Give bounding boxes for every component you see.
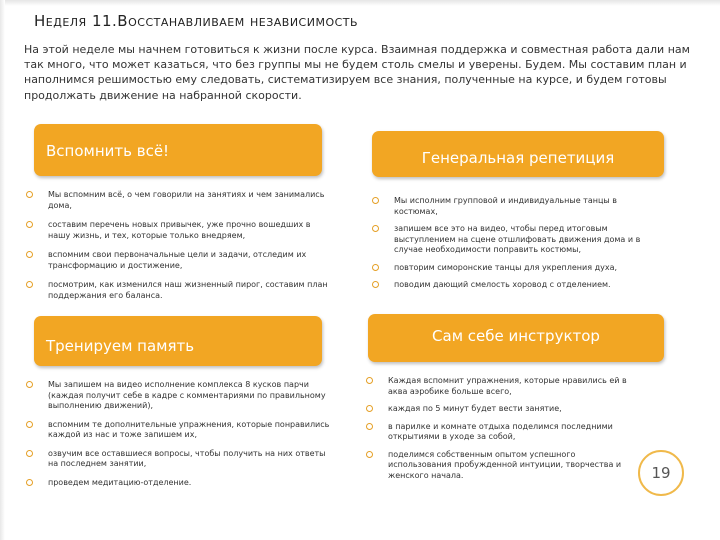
list-item: Каждая вспомнит упражнения, которые нравились ей в аква аэробике больше всего, — [366, 376, 636, 397]
list-item: составим перечень новых привычек, уже прочно вошедших в нашу жизнь, и тех, которые только внедряем, — [26, 220, 331, 241]
instructor-heading: Сам себе инструктор — [432, 327, 600, 345]
list-item: вспомним те дополнительные упражнения, которые понравились каждой из нас и тоже запишем их, — [26, 420, 331, 441]
rehearsal-heading: Генеральная репетиция — [421, 149, 615, 167]
rehearsal-list — [372, 196, 652, 291]
bullet-icon — [26, 421, 33, 428]
bullet-icon — [372, 264, 379, 271]
bullet-icon — [26, 281, 33, 288]
bullet-icon — [26, 381, 33, 388]
page-title: Неделя 11.Восстанавливаем независимость — [34, 12, 359, 30]
list-item: каждая по 5 минут будет вести занятие, — [366, 404, 636, 415]
memory-list — [26, 380, 331, 488]
bullet-icon — [366, 451, 373, 458]
bullet-icon — [26, 450, 33, 457]
bullet-icon — [26, 221, 33, 228]
instructor-list — [366, 376, 636, 481]
bullet-icon — [372, 225, 379, 232]
list-item: поделимся собственным опытом успешного использования пробужденной интуиции, творчества и женского начала. — [366, 450, 636, 482]
instructor-banner — [368, 314, 664, 362]
recall-list — [26, 190, 331, 301]
list-item: повторим симоронские танцы для укрепления духа, — [372, 263, 652, 274]
bullet-icon — [26, 479, 33, 486]
bullet-icon — [372, 281, 379, 288]
memory-banner — [34, 316, 322, 366]
slide-frame-top — [0, 0, 720, 6]
bullet-icon — [366, 377, 373, 384]
list-item: Мы запишем на видео исполнение комплекса 8 кусков парчи (каждая получит себе в кадре с комментариями по правильному выполнению движений), — [26, 380, 331, 412]
slide-frame-left — [0, 0, 5, 540]
intro-paragraph: На этой неделе мы начнем готовиться к жизни после курса. Взаимная поддержка и совместная работа дали нам так много, что может казаться, что без группы мы не будем столь смелы и уверены. Будем. Мы составим план и наполнимся решимостью ему следовать, систематизируем все знания, полученные на курсе, и будем готовы продолжать движение на набранной скорости. — [24, 43, 690, 102]
list-item: вспомним свои первоначальные цели и задачи, отследим их трансформацию и достижение, — [26, 250, 331, 271]
memory-heading: Тренируем память — [46, 337, 195, 355]
bullet-icon — [366, 423, 373, 430]
list-item: в парилке и комнате отдыха поделимся последними открытиями в уходе за собой, — [366, 422, 636, 443]
recall-heading: Вспомнить всё! — [46, 142, 170, 160]
list-item: Мы вспомним всё, о чем говорили на занятиях и чем занимались дома, — [26, 190, 331, 211]
list-item: проведем медитацию-отделение. — [26, 478, 331, 489]
list-item: запишем все это на видео, чтобы перед итоговым выступлением на сцене отшлифовать движения дома и в случае необходимости поправить костюмы, — [372, 224, 652, 256]
bullet-icon — [366, 405, 373, 412]
list-item: Мы исполним групповой и индивидуальные танцы в костюмах, — [372, 196, 652, 217]
bullet-icon — [26, 191, 33, 198]
list-item: поводим дающий смелость хоровод с отделением. — [372, 280, 652, 291]
list-item: озвучим все оставшиеся вопросы, чтобы получить на них ответы на последнем занятии, — [26, 449, 331, 470]
rehearsal-banner — [372, 131, 664, 177]
bullet-icon — [372, 197, 379, 204]
page-number: 19 — [638, 450, 684, 496]
list-item: посмотрим, как изменился наш жизненный пирог, составим план поддержания его баланса. — [26, 280, 331, 301]
bullet-icon — [26, 251, 33, 258]
recall-banner — [34, 124, 322, 176]
